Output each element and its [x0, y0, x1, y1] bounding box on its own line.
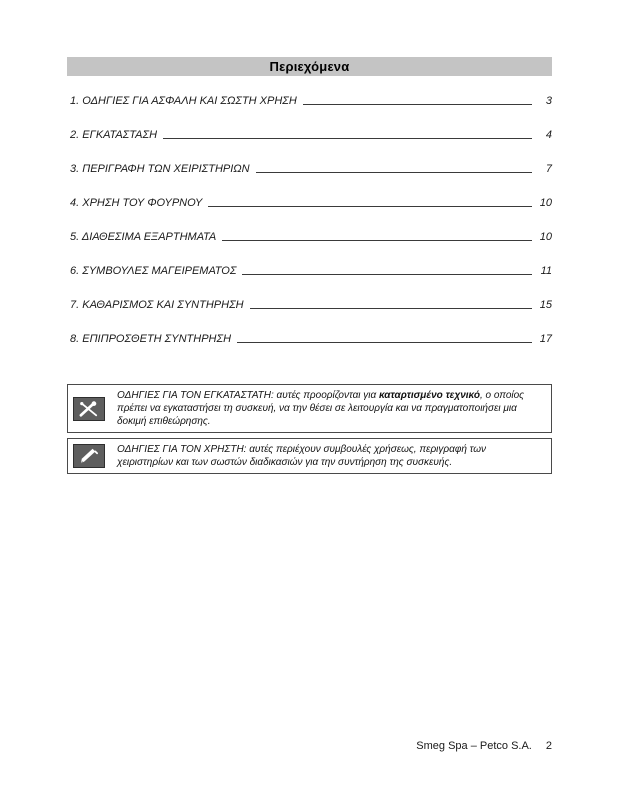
- toc-entry: [70, 297, 552, 311]
- user-notice-body: αυτές περιέχουν συμβουλές χρήσεως, περιγραφή των χειριστηρίων και των σωστών διαδικασιών για την συντήρηση της συσκευής.: [117, 444, 487, 468]
- toc-entry-page-number: 17: [539, 333, 552, 345]
- toc-entry-label: 6. ΣΥΜΒΟΥΛΕΣ ΜΑΓΕΙΡΕΜΑΤΟΣ: [70, 265, 237, 277]
- toc-entry: [70, 127, 552, 141]
- toc-entry-label: 4. ΧΡΗΣΗ ΤΟΥ ΦΟΥΡΝΟΥ: [70, 197, 203, 209]
- toc-entry-label: 1. ΟΔΗΓΙΕΣ ΓΙΑ ΑΣΦΑΛΗ ΚΑΙ ΣΩΣΤΗ ΧΡΗΣΗ: [70, 95, 297, 107]
- installer-notice-post: , ο οποίος πρέπει να εγκαταστήσει τη συσκευή, να την θέσει σε λειτουργία και να πραγματοποιήσει μια δοκιμή επιθεώρησης.: [117, 390, 525, 427]
- toc-leader-line: [303, 104, 532, 105]
- toc-leader-line: [163, 138, 532, 139]
- user-notice-text: [117, 443, 541, 469]
- toc-entry-label: 3. ΠΕΡΙΓΡΑΦΗ ΤΩΝ ΧΕΙΡΙΣΤΗΡΙΩΝ: [70, 163, 250, 175]
- page-footer: [416, 740, 552, 752]
- toc-entry-page-number: 7: [545, 163, 552, 175]
- installer-notice-pre: αυτές προορίζονται για: [273, 390, 379, 401]
- toc-entry: [70, 161, 552, 175]
- toc-entry-label: 5. ΔΙΑΘΕΣΙΜΑ ΕΞΑΡΤΗΜΑΤΑ: [70, 231, 217, 243]
- page-title: Περιεχόμενα: [269, 59, 350, 74]
- toc-leader-line: [208, 206, 532, 207]
- user-notice-lead: ΟΔΗΓΙΕΣ ΓΙΑ ΤΟΝ ΧΡΗΣΤΗ:: [117, 444, 247, 455]
- toc-entry-page-number: 3: [545, 95, 552, 107]
- tools-icon: [73, 397, 105, 421]
- user-notice-box: [67, 438, 552, 474]
- toc-entry: [70, 93, 552, 107]
- footer-page-number: 2: [545, 740, 552, 752]
- toc-entry: [70, 229, 552, 243]
- toc-entry: [70, 195, 552, 209]
- toc-leader-line: [256, 172, 532, 173]
- installer-notice-lead: ΟΔΗΓΙΕΣ ΓΙΑ ΤΟΝ ΕΓΚΑΤΑΣΤΑΤΗ:: [117, 390, 274, 401]
- toc-leader-line: [237, 342, 532, 343]
- toc-list: [70, 93, 552, 365]
- installer-notice-text: [117, 389, 541, 428]
- toc-leader-line: [242, 274, 532, 275]
- contents-title-bar: [67, 57, 552, 76]
- toc-leader-line: [250, 308, 532, 309]
- toc-entry-label: 7. ΚΑΘΑΡΙΣΜΟΣ ΚΑΙ ΣΥΝΤΗΡΗΣΗ: [70, 299, 244, 311]
- toc-entry-page-number: 15: [539, 299, 552, 311]
- footer-company: Smeg Spa – Petco S.A.: [416, 740, 532, 752]
- toc-entry-page-number: 11: [540, 265, 552, 277]
- installer-notice-bold: καταρτισμένο τεχνικό: [378, 390, 480, 401]
- toc-entry-label: 2. ΕΓΚΑΤΑΣΤΑΣΗ: [70, 129, 158, 141]
- toc-entry: [70, 331, 552, 345]
- toc-entry-page-number: 10: [539, 231, 552, 243]
- toc-entry-page-number: 10: [539, 197, 552, 209]
- toc-entry: [70, 263, 552, 277]
- hand-icon: [73, 444, 105, 468]
- installer-notice-box: [67, 384, 552, 433]
- toc-entry-page-number: 4: [545, 129, 552, 141]
- toc-leader-line: [222, 240, 532, 241]
- toc-entry-label: 8. ΕΠΙΠΡΟΣΘΕΤΗ ΣΥΝΤΗΡΗΣΗ: [70, 333, 232, 345]
